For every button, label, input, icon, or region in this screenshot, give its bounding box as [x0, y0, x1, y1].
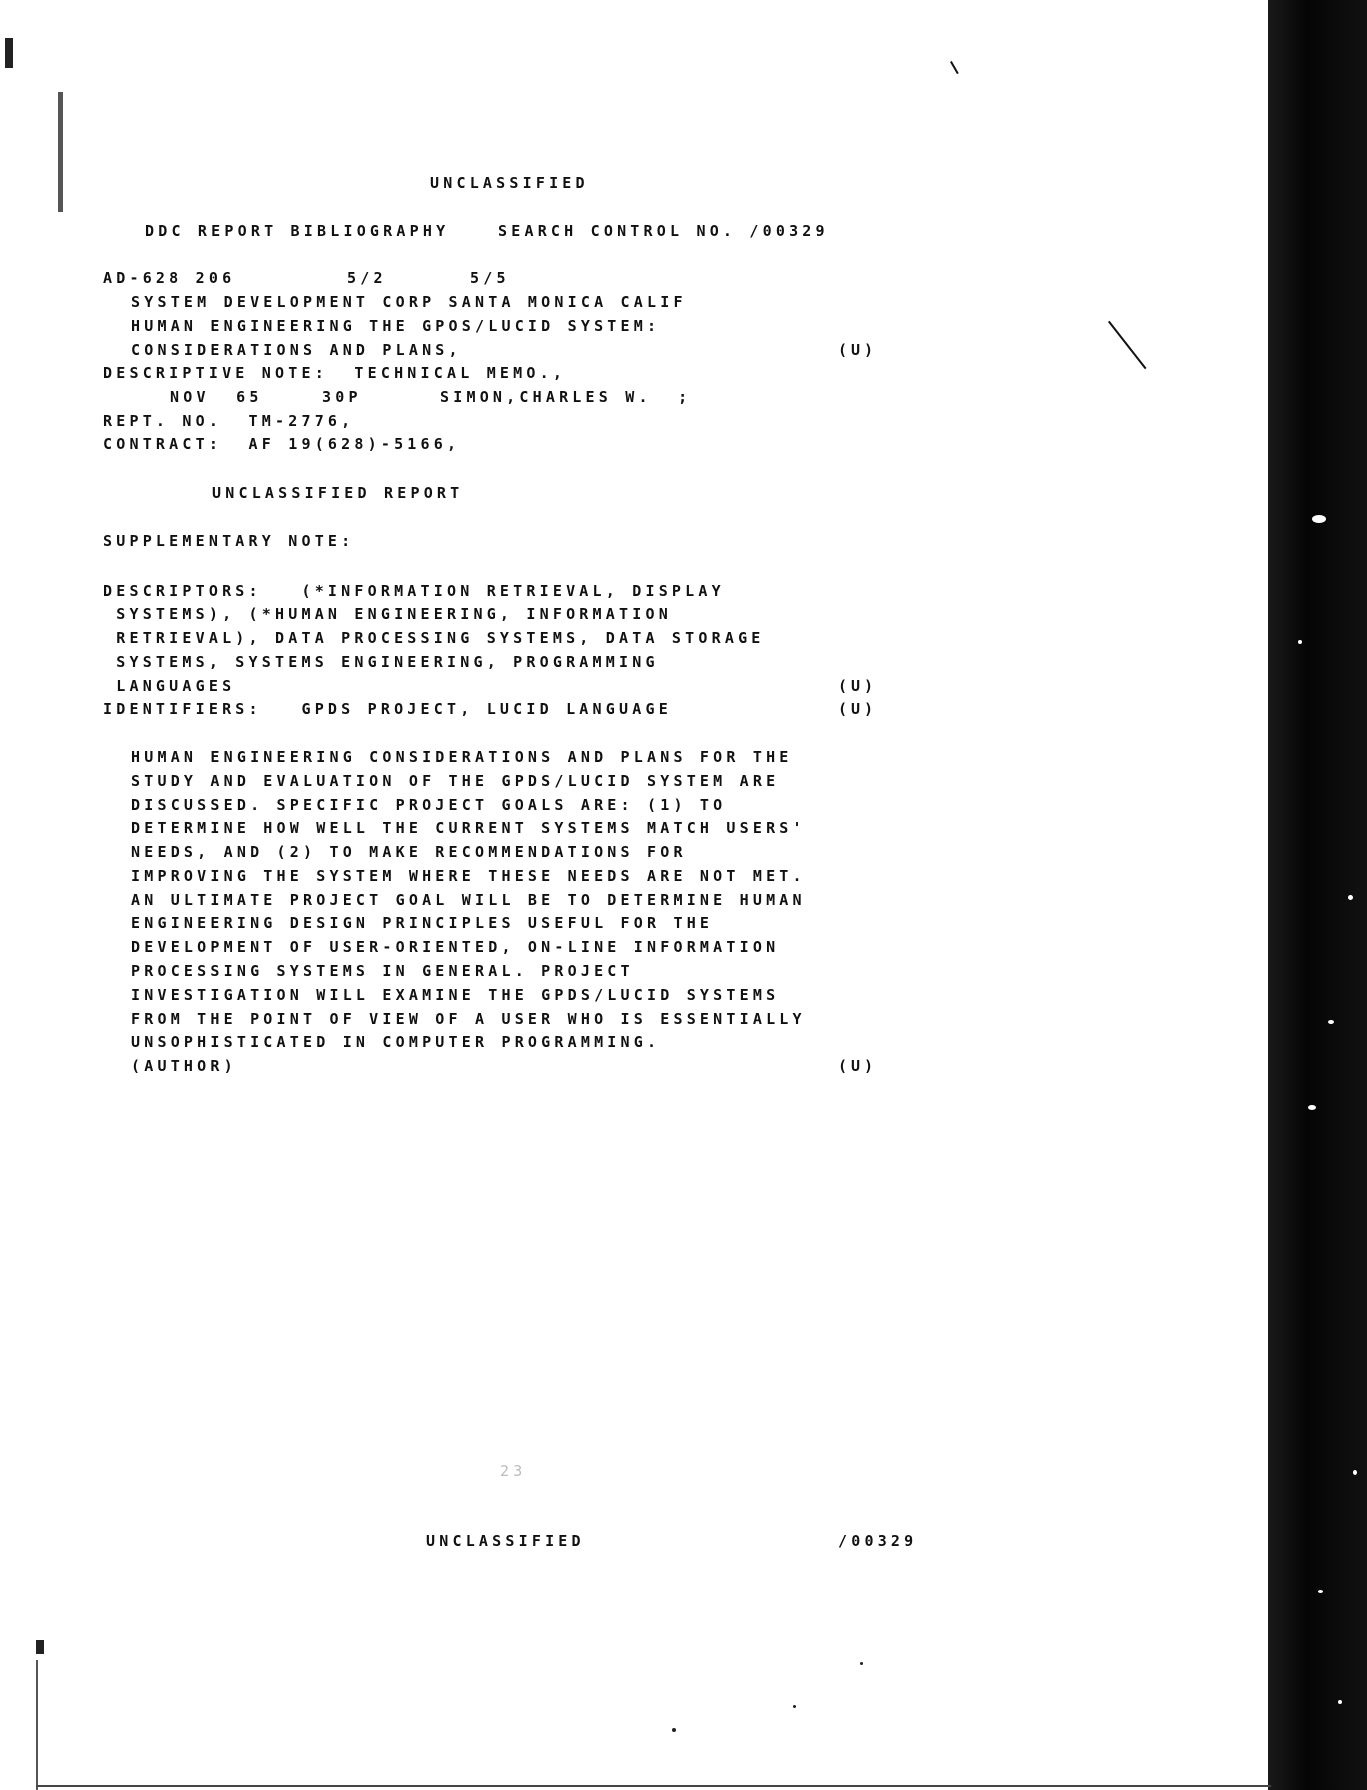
author: SIMON,CHARLES W. ;	[440, 388, 692, 406]
scan-line-left	[36, 1660, 38, 1790]
report-classification: UNCLASSIFIED REPORT	[212, 484, 464, 502]
title-line-1: HUMAN ENGINEERING THE GPOS/LUCID SYSTEM:	[131, 317, 661, 335]
scan-stroke-long	[1108, 321, 1147, 370]
scan-mark-left-bar	[58, 92, 63, 212]
abstract-line: DISCUSSED. SPECIFIC PROJECT GOALS ARE: (1) TO	[131, 796, 727, 814]
scan-speck	[672, 1728, 676, 1732]
supplementary-note: SUPPLEMENTARY NOTE:	[103, 532, 355, 550]
footer-control-number: /00329	[838, 1532, 918, 1550]
report-number: REPT. NO. TM-2776,	[103, 412, 355, 430]
abstract-line: DEVELOPMENT OF USER-ORIENTED, ON-LINE INFORMATION	[131, 938, 780, 956]
bibliography-title: DDC REPORT BIBLIOGRAPHY	[145, 222, 450, 240]
abstract-line: IMPROVING THE SYSTEM WHERE THESE NEEDS ARE NOT MET.	[131, 867, 806, 885]
ad-number: AD-628 206	[103, 269, 236, 287]
title-line-2: CONSIDERATIONS AND PLANS,	[131, 341, 462, 359]
abstract-line: PROCESSING SYSTEMS IN GENERAL. PROJECT	[131, 962, 634, 980]
scan-stroke-small	[950, 61, 959, 74]
abstract-line: FROM THE POINT OF VIEW OF A USER WHO IS ESSENTIALLY	[131, 1010, 806, 1028]
abstract-line: DETERMINE HOW WELL THE CURRENT SYSTEMS MATCH USERS'	[131, 819, 806, 837]
scan-speck	[860, 1662, 863, 1665]
page-number: 23	[500, 1462, 527, 1480]
descriptors-classification: (U)	[838, 677, 878, 695]
abstract-line: (AUTHOR)	[131, 1057, 237, 1075]
abstract-line: ENGINEERING DESIGN PRINCIPLES USEFUL FOR THE	[131, 914, 714, 932]
identifiers-classification: (U)	[838, 700, 878, 718]
descriptors-line: LANGUAGES	[103, 677, 236, 695]
abstract-line: HUMAN ENGINEERING CONSIDERATIONS AND PLANS FOR THE	[131, 748, 793, 766]
abstract-line: UNSOPHISTICATED IN COMPUTER PROGRAMMING.	[131, 1033, 661, 1051]
scan-line-bottom	[36, 1785, 1271, 1787]
search-control: SEARCH CONTROL NO. /00329	[498, 222, 829, 240]
abstract-line: NEEDS, AND (2) TO MAKE RECOMMENDATIONS FOR	[131, 843, 687, 861]
scan-speck	[793, 1705, 796, 1708]
scan-mark-top-left	[5, 38, 13, 68]
title-classification: (U)	[838, 341, 878, 359]
classification-bottom: UNCLASSIFIED	[426, 1532, 585, 1550]
field-code-1: 5/2	[347, 269, 387, 287]
scan-border-right	[1268, 0, 1367, 1790]
page-count: 30P	[322, 388, 362, 406]
abstract-line: AN ULTIMATE PROJECT GOAL WILL BE TO DETERMINE HUMAN	[131, 891, 806, 909]
corporate-source: SYSTEM DEVELOPMENT CORP SANTA MONICA CALIF	[131, 293, 687, 311]
report-date: NOV 65	[170, 388, 263, 406]
scan-mark-bottom-left	[36, 1640, 44, 1654]
descriptors-line: DESCRIPTORS: (*INFORMATION RETRIEVAL, DISPLAY	[103, 582, 725, 600]
abstract-line: INVESTIGATION WILL EXAMINE THE GPDS/LUCID SYSTEMS	[131, 986, 780, 1004]
descriptors-line: RETRIEVAL), DATA PROCESSING SYSTEMS, DATA STORAGE	[103, 629, 765, 647]
descriptive-note: DESCRIPTIVE NOTE: TECHNICAL MEMO.,	[103, 364, 567, 382]
classification-top: UNCLASSIFIED	[430, 174, 589, 192]
field-code-2: 5/5	[470, 269, 510, 287]
contract: CONTRACT: AF 19(628)-5166,	[103, 435, 461, 453]
descriptors-line: SYSTEMS, SYSTEMS ENGINEERING, PROGRAMMING	[103, 653, 659, 671]
abstract-line: STUDY AND EVALUATION OF THE GPDS/LUCID SYSTEM ARE	[131, 772, 780, 790]
identifiers: IDENTIFIERS: GPDS PROJECT, LUCID LANGUAGE	[103, 700, 672, 718]
descriptors-line: SYSTEMS), (*HUMAN ENGINEERING, INFORMATION	[103, 605, 672, 623]
abstract-classification: (U)	[838, 1057, 878, 1075]
